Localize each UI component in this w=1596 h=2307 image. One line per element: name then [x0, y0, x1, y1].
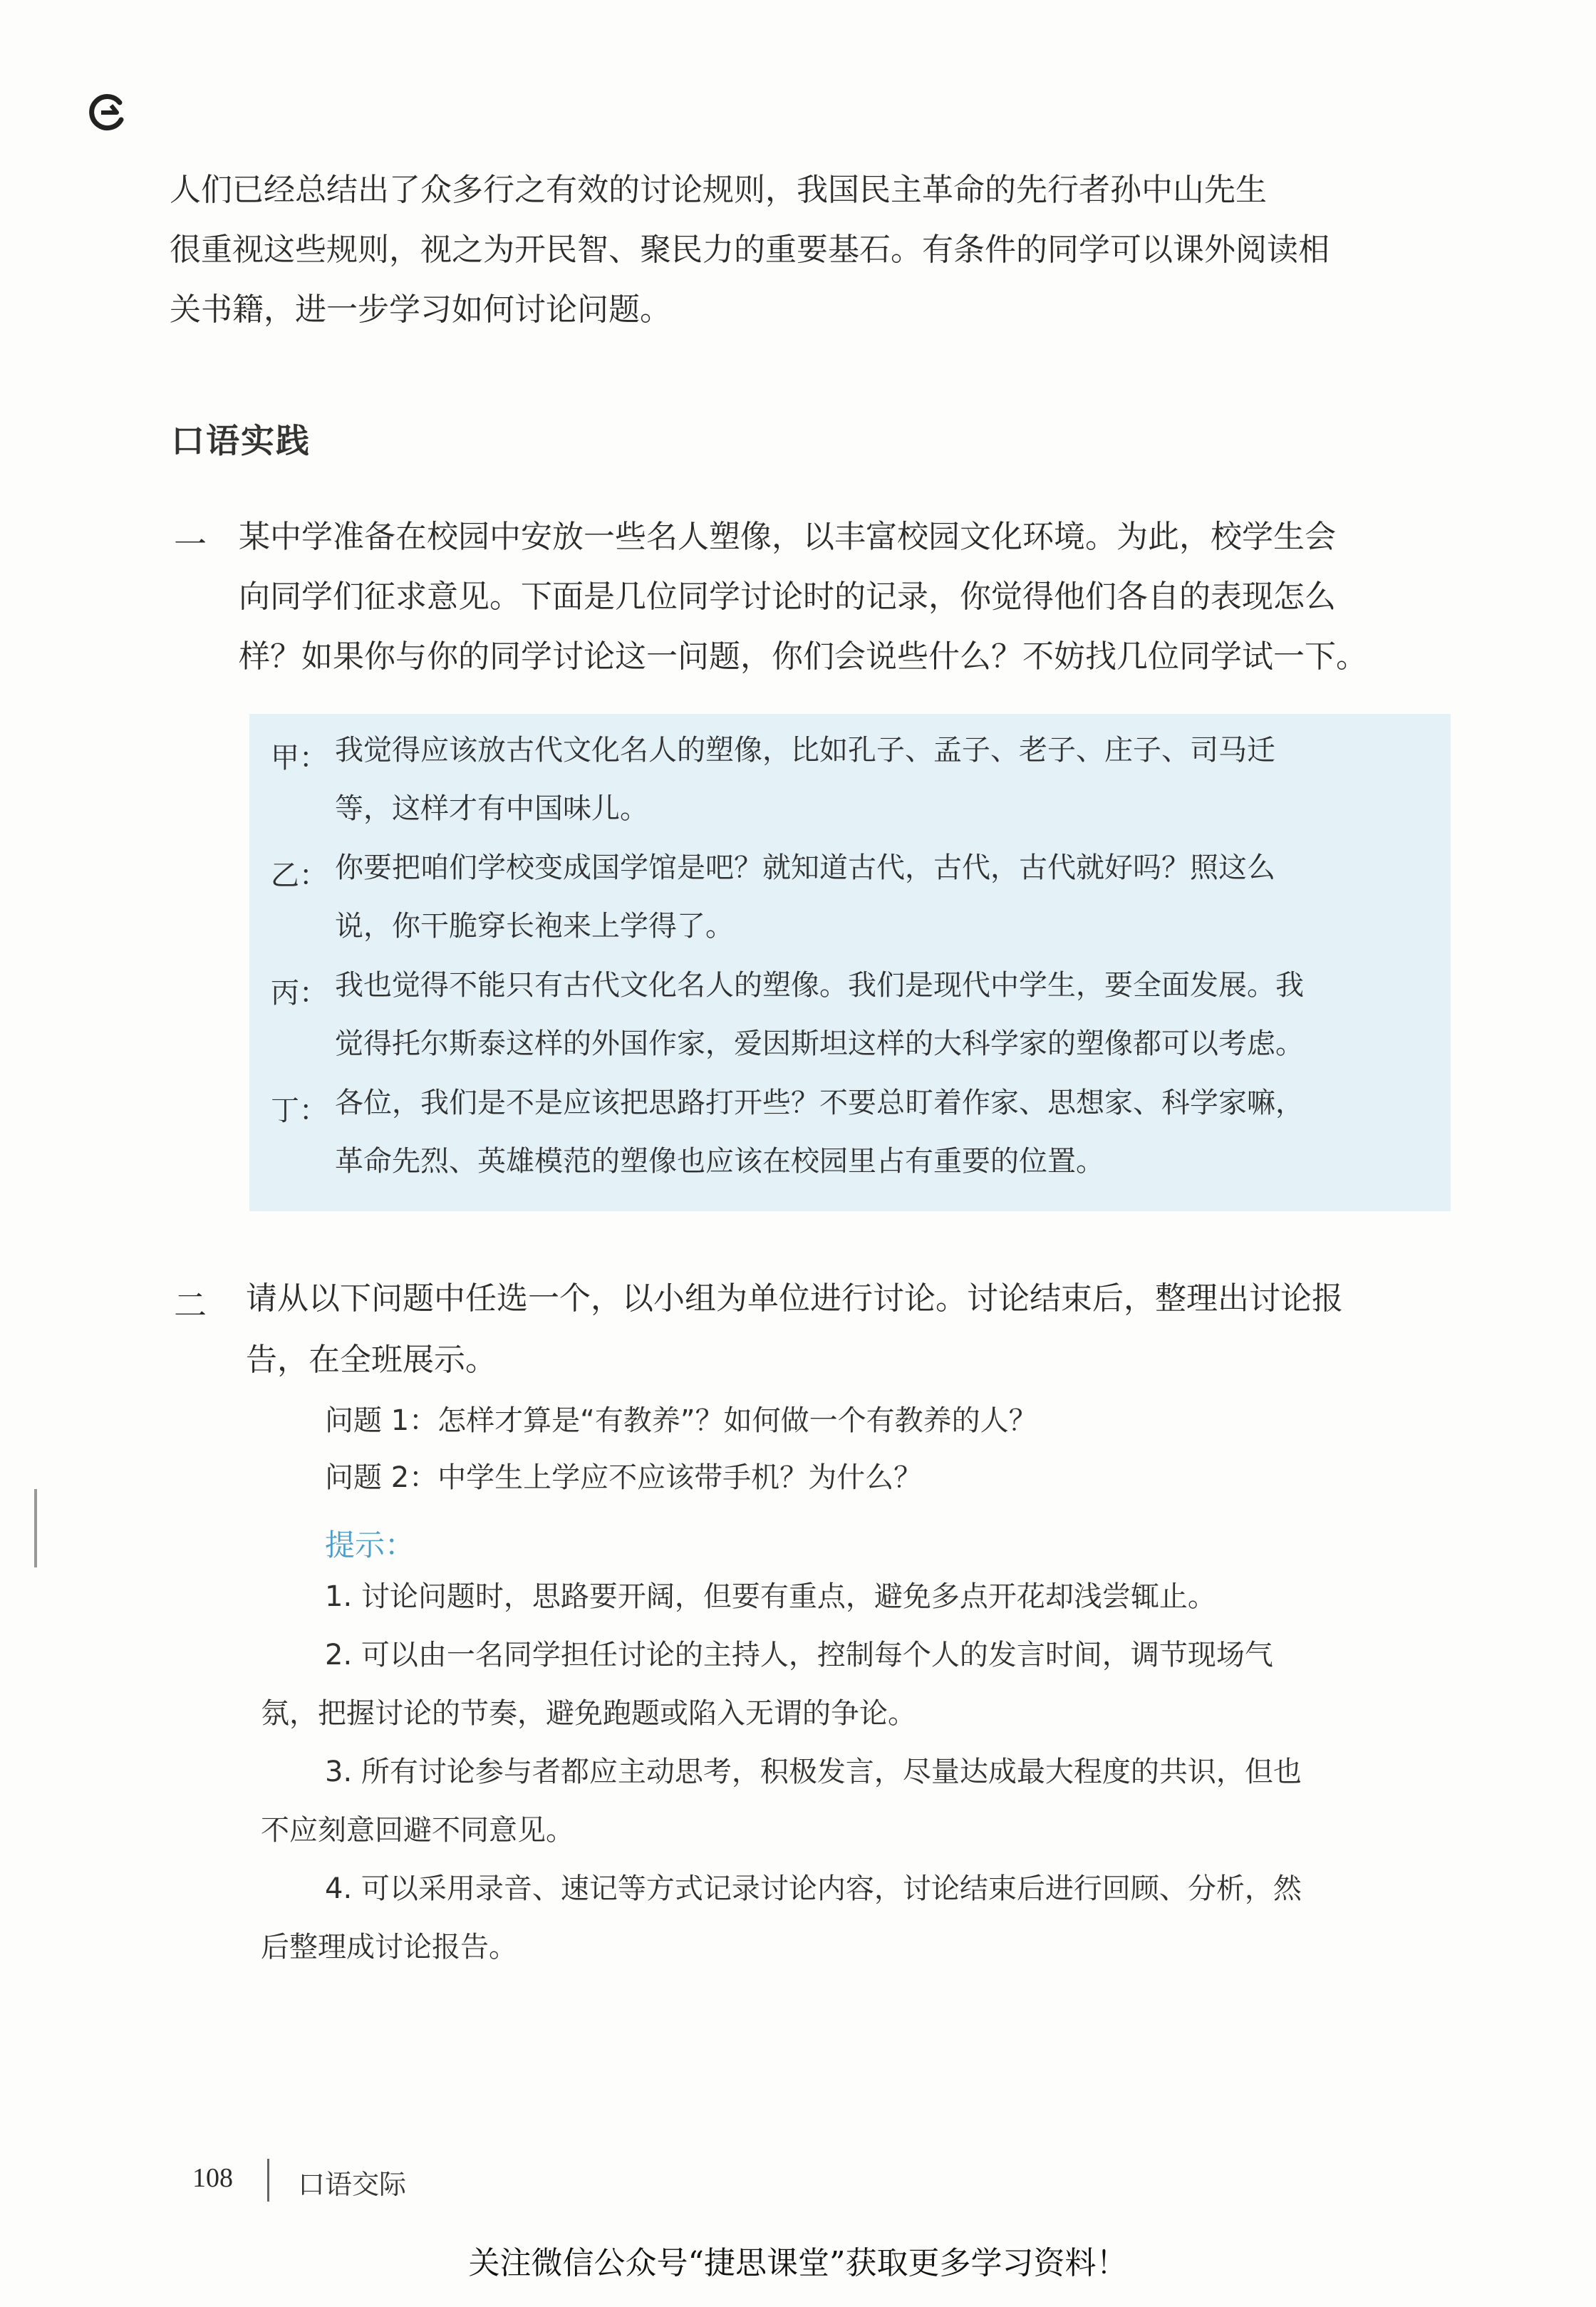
- question-2-text: [246, 1268, 1471, 1391]
- question-2-number: 二: [174, 1286, 207, 1324]
- question-1-line: 向同学们征求意见。下面是几位同学讨论时的记录，你觉得他们各自的表现怎么: [239, 579, 1336, 615]
- dialog-line: 觉得托尔斯泰这样的外国作家，爱因斯坦这样的大科学家的塑像都可以考虑。: [335, 1027, 1304, 1060]
- question-1-text: [239, 507, 1464, 687]
- intro-paragraph: [170, 160, 1452, 340]
- page-number: 108: [192, 2163, 233, 2193]
- dialog-line: 我觉得应该放古代文化名人的塑像，比如孔子、孟子、老子、庄子、司马迁: [335, 734, 1275, 767]
- section-heading: 口语实践: [171, 422, 311, 461]
- footer-section-name: 口语交际: [298, 2169, 407, 2200]
- tip-line: 3. 所有讨论参与者都应主动思考，积极发言，尽量达成最大程度的共识，但也: [325, 1756, 1302, 1788]
- scan-edge-mark: [34, 1489, 37, 1567]
- dialog-line: 等，这样才有中国味儿。: [335, 792, 648, 825]
- question-2-line: 请从以下问题中任选一个，以小组为单位进行讨论。讨论结束后，整理出讨论报: [246, 1280, 1343, 1317]
- dialog-line: 革命先烈、英雄模范的塑像也应该在校园里占有重要的位置。: [335, 1145, 1104, 1178]
- question-1-line: 样？如果你与你的同学讨论这一问题，你们会说些什么？不妨找几位同学试一下。: [239, 638, 1367, 675]
- dialog-line: 各位，我们是不是应该把思路打开些？不要总盯着作家、思想家、科学家嘛，: [335, 1087, 1304, 1119]
- question-1-line: 某中学准备在校园中安放一些名人塑像，以丰富校园文化环境。为此，校学生会: [239, 519, 1336, 555]
- question-2-line: 告，在全班展示。: [246, 1342, 497, 1378]
- hint-title: 提示：: [325, 1528, 415, 1562]
- tip-line: 1. 讨论问题时，思路要开阔，但要有重点，避免多点开花却浅尝辄止。: [325, 1580, 1216, 1613]
- intro-line: 很重视这些规则，视之为开民智、聚民力的重要基石。有条件的同学可以课外阅读相: [170, 232, 1330, 268]
- footer-notice: 关注微信公众号“捷思课堂”获取更多学习资料！: [468, 2245, 1128, 2281]
- intro-line: 人们已经总结出了众多行之有效的讨论规则，我国民主革命的先行者孙中山先生: [170, 172, 1267, 208]
- dialog-line: 我也觉得不能只有古代文化名人的塑像。我们是现代中学生，要全面发展。我: [335, 969, 1304, 1002]
- dialog-speaker: 甲：: [271, 742, 328, 774]
- intro-line: 关书籍，进一步学习如何讨论问题。: [170, 291, 671, 328]
- tips-list: [261, 1567, 1472, 1976]
- tip-line: 2. 可以由一名同学担任讨论的主持人，控制每个人的发言时间，调节现场气: [325, 1639, 1273, 1671]
- book-logo-icon: [87, 91, 130, 134]
- tip-line: 后整理成讨论报告。: [261, 1931, 517, 1964]
- tip-line: 氛，把握讨论的节奏，避免跑题或陷入无谓的争论。: [261, 1697, 916, 1730]
- footer-separator: [267, 2159, 269, 2202]
- dialog-line: 说，你干脆穿长袍来上学得了。: [335, 910, 734, 943]
- tip-line: 不应刻意回避不同意见。: [261, 1814, 574, 1847]
- dialog-line: 你要把咱们学校变成国学馆是吧？就知道古代，古代，古代就好吗？照这么: [335, 851, 1275, 884]
- dialog-speaker: 丙：: [271, 977, 328, 1010]
- dialog-speaker: 丁：: [271, 1094, 328, 1127]
- dialog-box: [249, 714, 1451, 1211]
- problem-2: 问题 2：中学生上学应不应该带手机？为什么？: [325, 1461, 923, 1494]
- dialog-speaker: 乙：: [271, 859, 328, 892]
- problem-1: 问题 1：怎样才算是“有教养”？如何做一个有教养的人？: [325, 1404, 1037, 1437]
- question-1-number: 一: [174, 525, 207, 564]
- tip-line: 4. 可以采用录音、速记等方式记录讨论内容，讨论结束后进行回顾、分析，然: [325, 1872, 1302, 1905]
